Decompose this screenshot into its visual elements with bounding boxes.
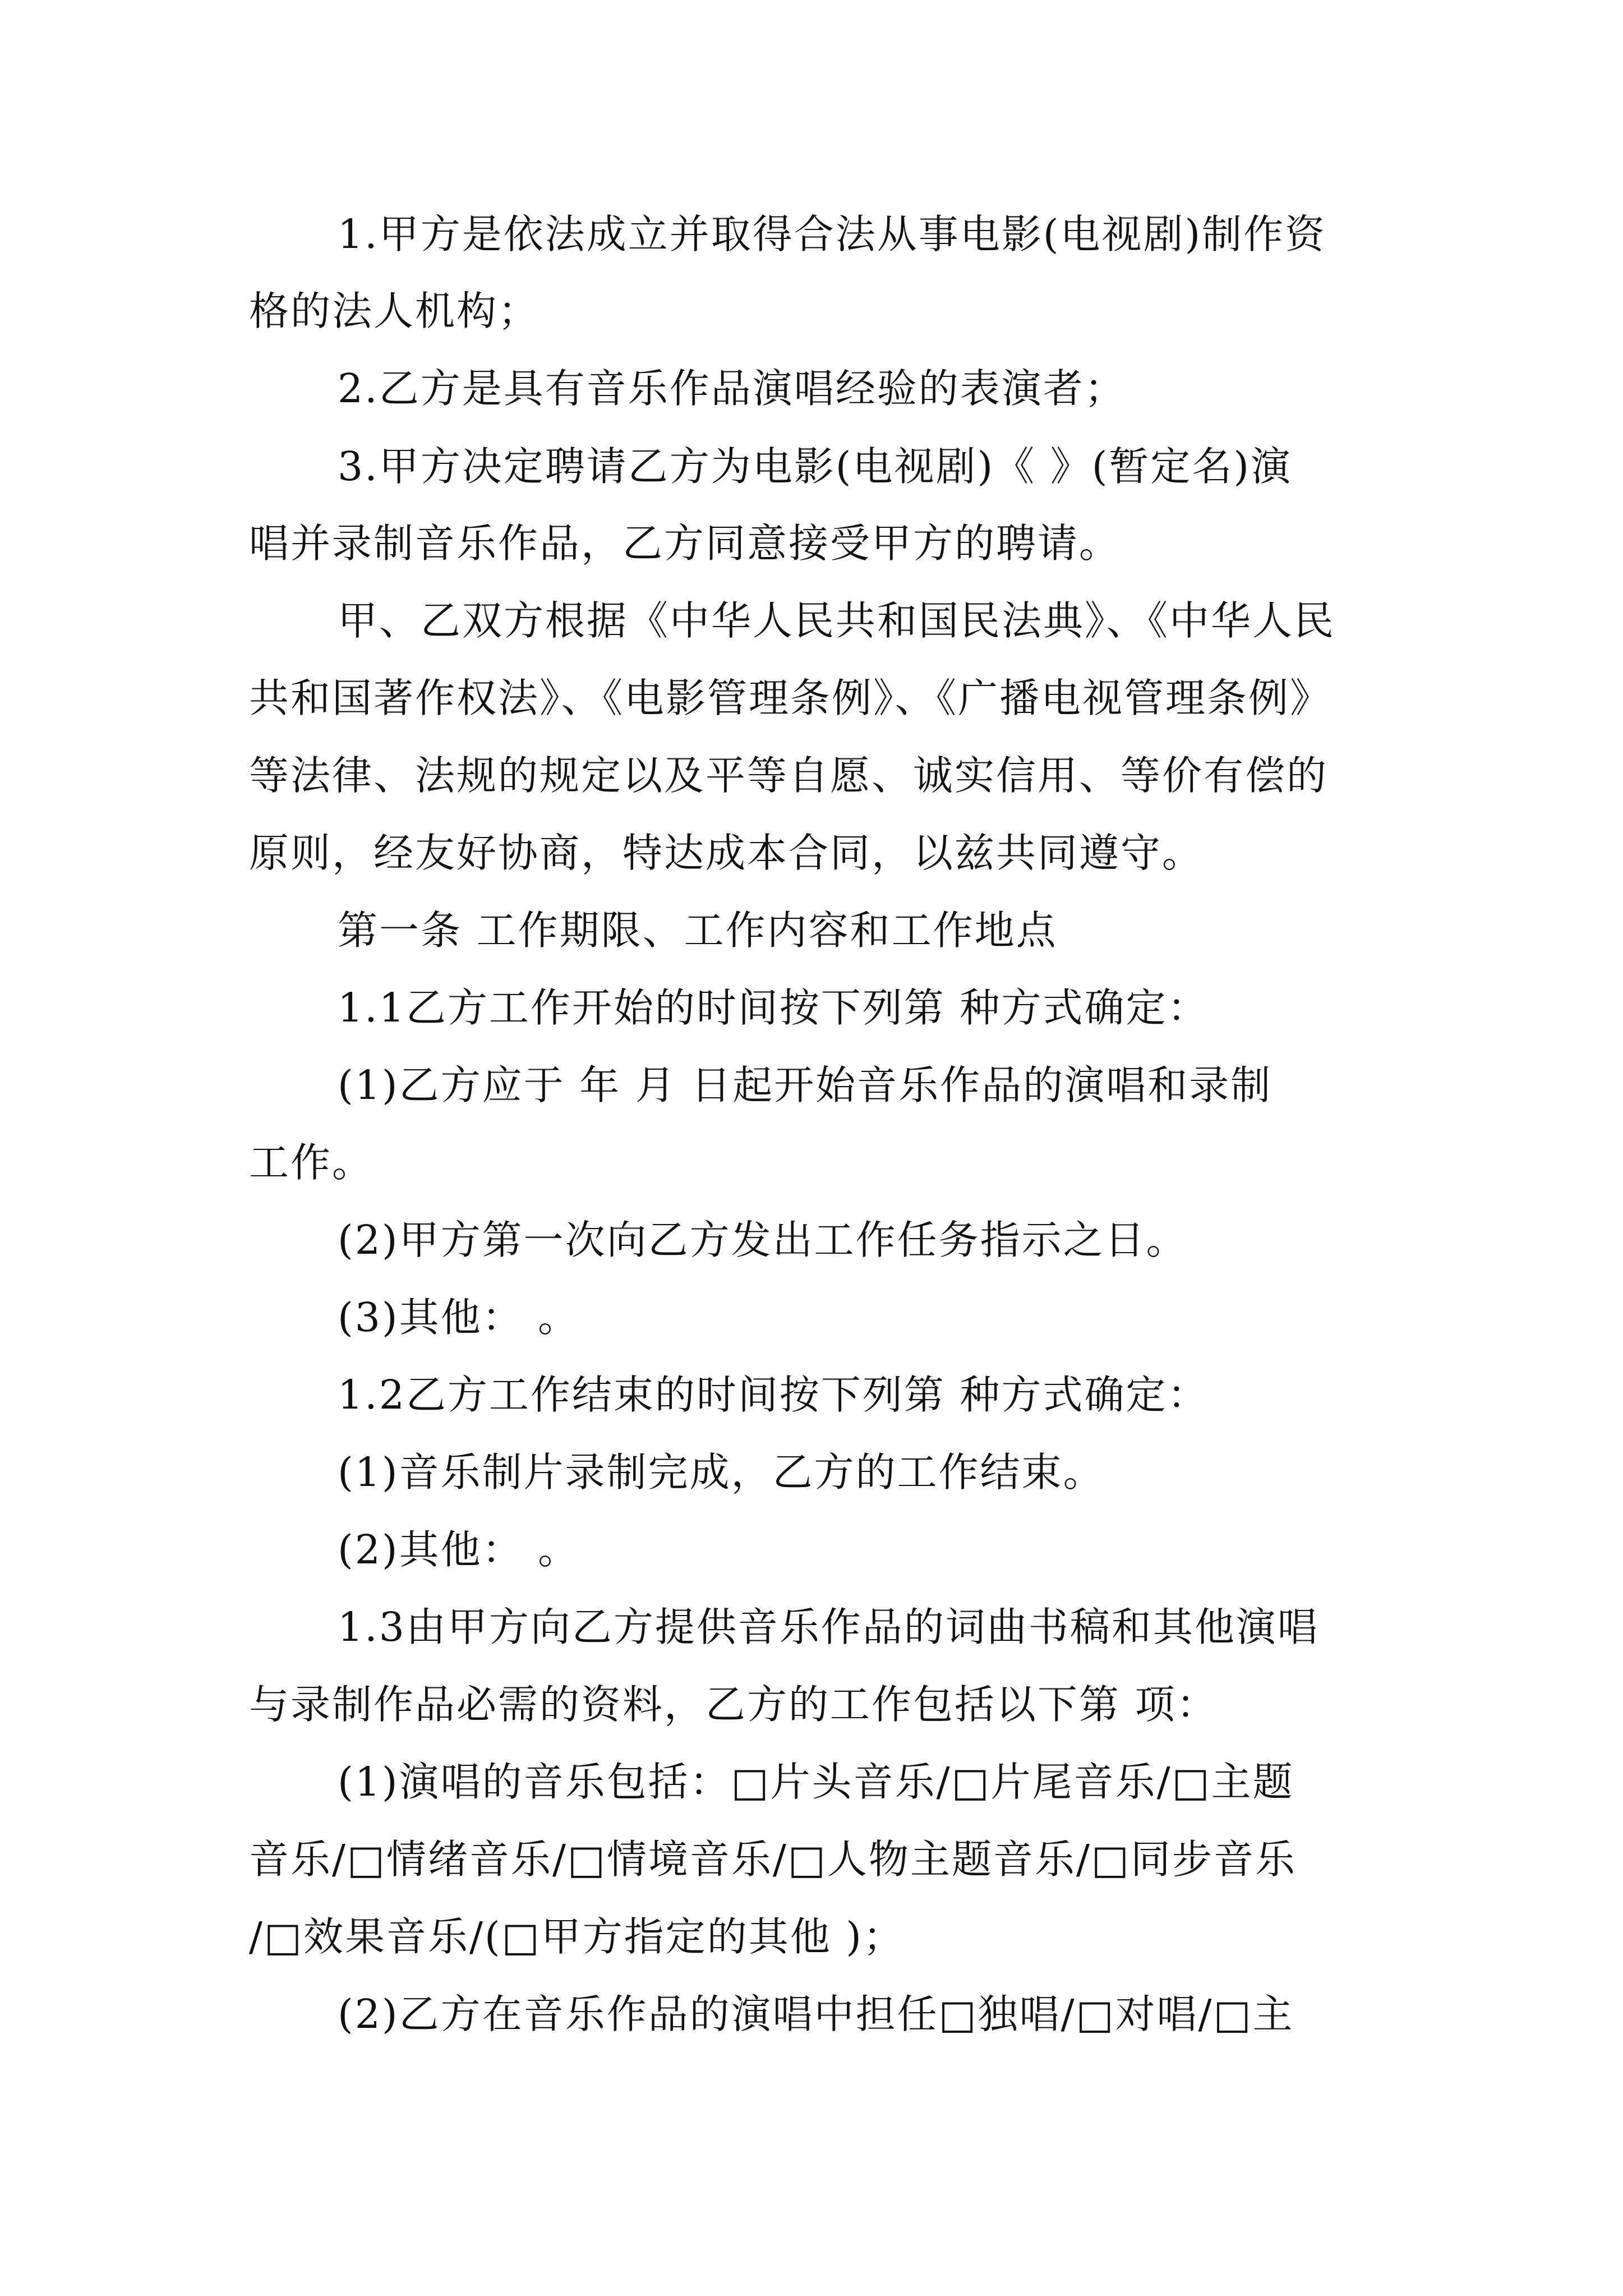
paragraph-line: 工作。: [249, 1139, 374, 1186]
paragraph-line: 原则，经友好协商，特达成本合同，以兹共同遵守。: [249, 830, 1204, 876]
paragraph-line: (1)演唱的音乐包括：□片头音乐/□片尾音乐/□主题: [338, 1759, 1294, 1805]
paragraph-line: 共和国著作权法》、《电影管理条例》、《广播电视管理条例》: [249, 675, 1332, 721]
paragraph-line: 音乐/□情绪音乐/□情境音乐/□人物主题音乐/□同步音乐: [249, 1836, 1297, 1883]
paragraph-line: (2)其他： 。: [338, 1526, 580, 1573]
paragraph-line: 格的法人机构；: [249, 288, 540, 334]
paragraph-line: 甲、乙双方根据《中华人民共和国民法典》、《中华人民: [338, 597, 1336, 644]
paragraph-line: 唱并录制音乐作品，乙方同意接受甲方的聘请。: [249, 520, 1121, 567]
paragraph-line: 1.3由甲方向乙方提供音乐作品的词曲书稿和其他演唱: [338, 1604, 1319, 1650]
paragraph-line: (1)乙方应于 年 月 日起开始音乐作品的演唱和录制: [338, 1062, 1272, 1108]
paragraph-line: 1.1乙方工作开始的时间按下列第 种方式确定：: [338, 984, 1209, 1031]
paragraph-line: (1)音乐制片录制完成，乙方的工作结束。: [338, 1449, 1105, 1496]
paragraph-line: (3)其他： 。: [338, 1294, 580, 1341]
paragraph-line: /□效果音乐/(□甲方指定的其他 )；: [249, 1913, 905, 1960]
paragraph-line: 2.乙方是具有音乐作品演唱经验的表演者；: [338, 365, 1126, 412]
paragraph-line: (2)甲方第一次向乙方发出工作任务指示之日。: [338, 1217, 1188, 1263]
paragraph-line: 等法律、法规的规定以及平等自愿、诚实信用、等价有偿的: [249, 752, 1329, 799]
paragraph-line: (2)乙方在音乐作品的演唱中担任□独唱/□对唱/□主: [338, 1991, 1294, 2037]
section-heading: 第一条 工作期限、工作内容和工作地点: [338, 907, 1058, 954]
paragraph-line: 1.甲方是依法成立并取得合法从事电影(电视剧)制作资: [338, 211, 1327, 257]
paragraph-line: 3.甲方决定聘请乙方为电影(电视剧)《 》(暂定名)演: [338, 443, 1293, 490]
paragraph-line: 与录制作品必需的资料，乙方的工作包括以下第 项：: [249, 1681, 1218, 1728]
paragraph-line: 1.2乙方工作结束的时间按下列第 种方式确定：: [338, 1372, 1209, 1418]
